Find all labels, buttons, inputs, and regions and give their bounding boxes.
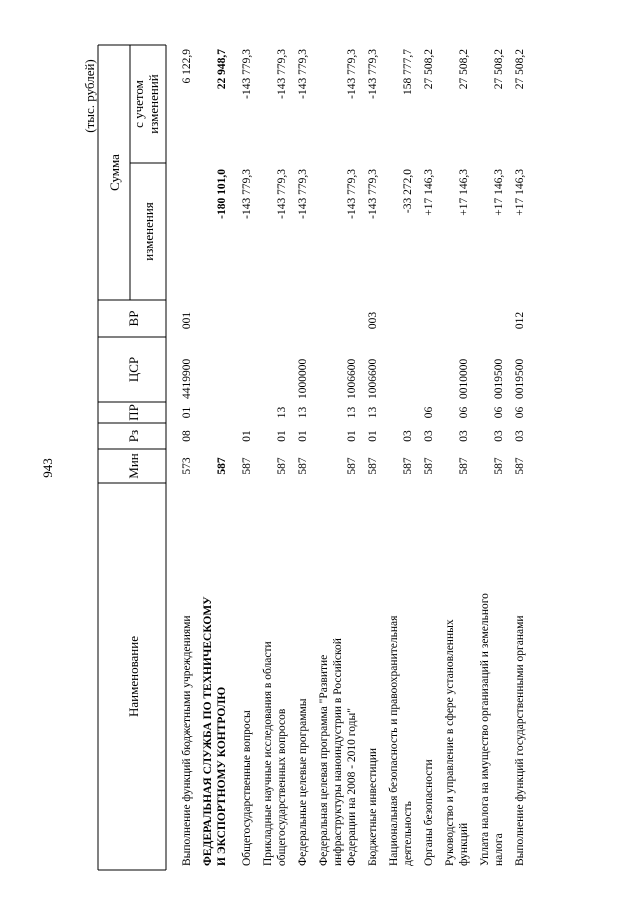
row-11-change: +17 146,3 [514, 169, 526, 216]
page-number: 943 [40, 458, 55, 478]
row-5-name-line-2: Федерации на 2008 - 2010 годы" [346, 708, 358, 866]
row-4-pr: 13 [297, 406, 309, 419]
row-4-rz: 01 [297, 430, 309, 442]
row-9-name-line-1: функций [458, 822, 470, 866]
row-5-rz: 01 [346, 430, 358, 442]
row-1-total: 22 948,7 [216, 49, 228, 90]
row-10-change: +17 146,3 [493, 169, 505, 216]
row-11-name-line-0: Выполнение функций государственными органами [514, 615, 526, 866]
row-5-min: 587 [346, 457, 358, 475]
row-8-total: 27 508,2 [423, 49, 435, 90]
row-5-csr: 1006600 [346, 358, 358, 399]
row-3-name-line-0: Прикладные научные исследования в области [262, 641, 274, 866]
header-sum: Сумма [107, 154, 122, 191]
row-6-name-line-0: Бюджетные инвестиции [367, 747, 379, 866]
row-3-min: 587 [276, 457, 288, 475]
row-6-csr: 1006600 [367, 358, 379, 399]
row-3-total: -143 779,3 [276, 49, 288, 99]
row-11-pr: 06 [514, 406, 526, 419]
row-9-name-line-0: Руководство и управление в сфере установленных [444, 619, 456, 866]
row-0-rz: 08 [181, 430, 193, 442]
row-1-min: 587 [216, 457, 228, 475]
row-4-name-line-0: Федеральные целевые программы [297, 698, 309, 866]
row-1-change: -180 101,0 [216, 169, 228, 219]
row-10-min: 587 [493, 457, 505, 475]
row-10-csr: 0019500 [493, 358, 505, 399]
row-11-total: 27 508,2 [514, 49, 526, 90]
row-8-name-line-0: Органы безопасности [423, 759, 435, 866]
row-0-total: 6 122,9 [181, 49, 193, 84]
row-5-name-line-0: Федеральная целевая программа "Развитие [318, 654, 330, 866]
row-1-name-line-0: ФЕДЕРАЛЬНАЯ СЛУЖБА ПО ТЕХНИЧЕСКОМУ [202, 596, 214, 866]
header-rz: Рз [126, 429, 141, 443]
unit-note: (тыс. рублей) [82, 59, 97, 133]
row-8-min: 587 [423, 457, 435, 475]
row-4-csr: 1000000 [297, 358, 309, 399]
row-5-total: -143 779,3 [346, 49, 358, 99]
row-5-name-line-1: инфраструктуры наноиндустрии в Российской [332, 638, 344, 866]
header-pr: ПР [126, 404, 141, 421]
row-0-csr: 4419900 [181, 358, 193, 399]
row-8-rz: 03 [423, 430, 435, 442]
row-6-rz: 01 [367, 430, 379, 442]
header-name: Наименование [126, 636, 141, 717]
row-5-pr: 13 [346, 406, 358, 419]
row-6-min: 587 [367, 457, 379, 475]
row-3-change: -143 779,3 [276, 169, 288, 219]
header-with-changes-2: изменений [146, 74, 161, 134]
header-vr: ВР [126, 310, 141, 327]
row-9-pr: 06 [458, 406, 470, 419]
row-10-rz: 03 [493, 430, 505, 442]
row-11-rz: 03 [514, 430, 526, 442]
row-0-pr: 01 [181, 406, 193, 419]
row-10-name-line-0: Уплата налога на имущество организаций и земельного [479, 593, 491, 866]
row-6-change: -143 779,3 [367, 169, 379, 219]
row-2-total: -143 779,3 [241, 49, 253, 99]
row-4-min: 587 [297, 457, 309, 475]
row-8-change: +17 146,3 [423, 169, 435, 216]
row-6-vr: 003 [367, 311, 379, 330]
row-2-name-line-0: Общегосударственные вопросы [241, 710, 253, 866]
row-0-min: 573 [181, 457, 193, 475]
row-3-rz: 01 [276, 430, 288, 442]
row-10-name-line-1: налога [493, 833, 505, 866]
header-with-changes-1: с учетом [131, 80, 146, 128]
row-6-pr: 13 [367, 406, 379, 419]
row-2-rz: 01 [241, 430, 253, 442]
row-7-rz: 03 [402, 430, 414, 442]
row-10-pr: 06 [493, 406, 505, 419]
row-9-rz: 03 [458, 430, 470, 442]
row-3-pr: 13 [276, 406, 288, 419]
row-8-pr: 06 [423, 406, 435, 419]
row-2-min: 587 [241, 457, 253, 475]
row-3-name-line-1: общегосударственных вопросов [276, 708, 288, 866]
row-1-name-line-1: И ЭКСПОРТНОМУ КОНТРОЛЮ [216, 686, 228, 866]
row-4-total: -143 779,3 [297, 49, 309, 99]
row-9-min: 587 [458, 457, 470, 475]
row-0-vr: 001 [181, 311, 193, 330]
row-0-name-line-0: Выполнение функций бюджетными учреждениями [181, 615, 193, 866]
row-7-min: 587 [402, 457, 414, 475]
row-9-change: +17 146,3 [458, 169, 470, 216]
row-9-total: 27 508,2 [458, 49, 470, 90]
row-4-change: -143 779,3 [297, 169, 309, 219]
row-11-csr: 0019500 [514, 358, 526, 399]
row-11-min: 587 [514, 457, 526, 475]
row-7-change: -33 272,0 [402, 169, 414, 214]
row-7-name-line-0: Национальная безопасность и правоохранительная [388, 615, 400, 866]
header-min: Мин [126, 453, 141, 479]
row-7-total: 158 777,7 [402, 49, 414, 95]
row-5-change: -143 779,3 [346, 169, 358, 219]
row-11-vr: 012 [514, 311, 526, 330]
row-10-total: 27 508,2 [493, 49, 505, 90]
header-csr: ЦСР [126, 356, 141, 383]
row-6-total: -143 779,3 [367, 49, 379, 99]
row-2-change: -143 779,3 [241, 169, 253, 219]
row-9-csr: 0010000 [458, 358, 470, 399]
header-changes: изменения [141, 202, 156, 261]
budget-table [82, 45, 526, 870]
row-7-name-line-1: деятельность [402, 801, 414, 866]
